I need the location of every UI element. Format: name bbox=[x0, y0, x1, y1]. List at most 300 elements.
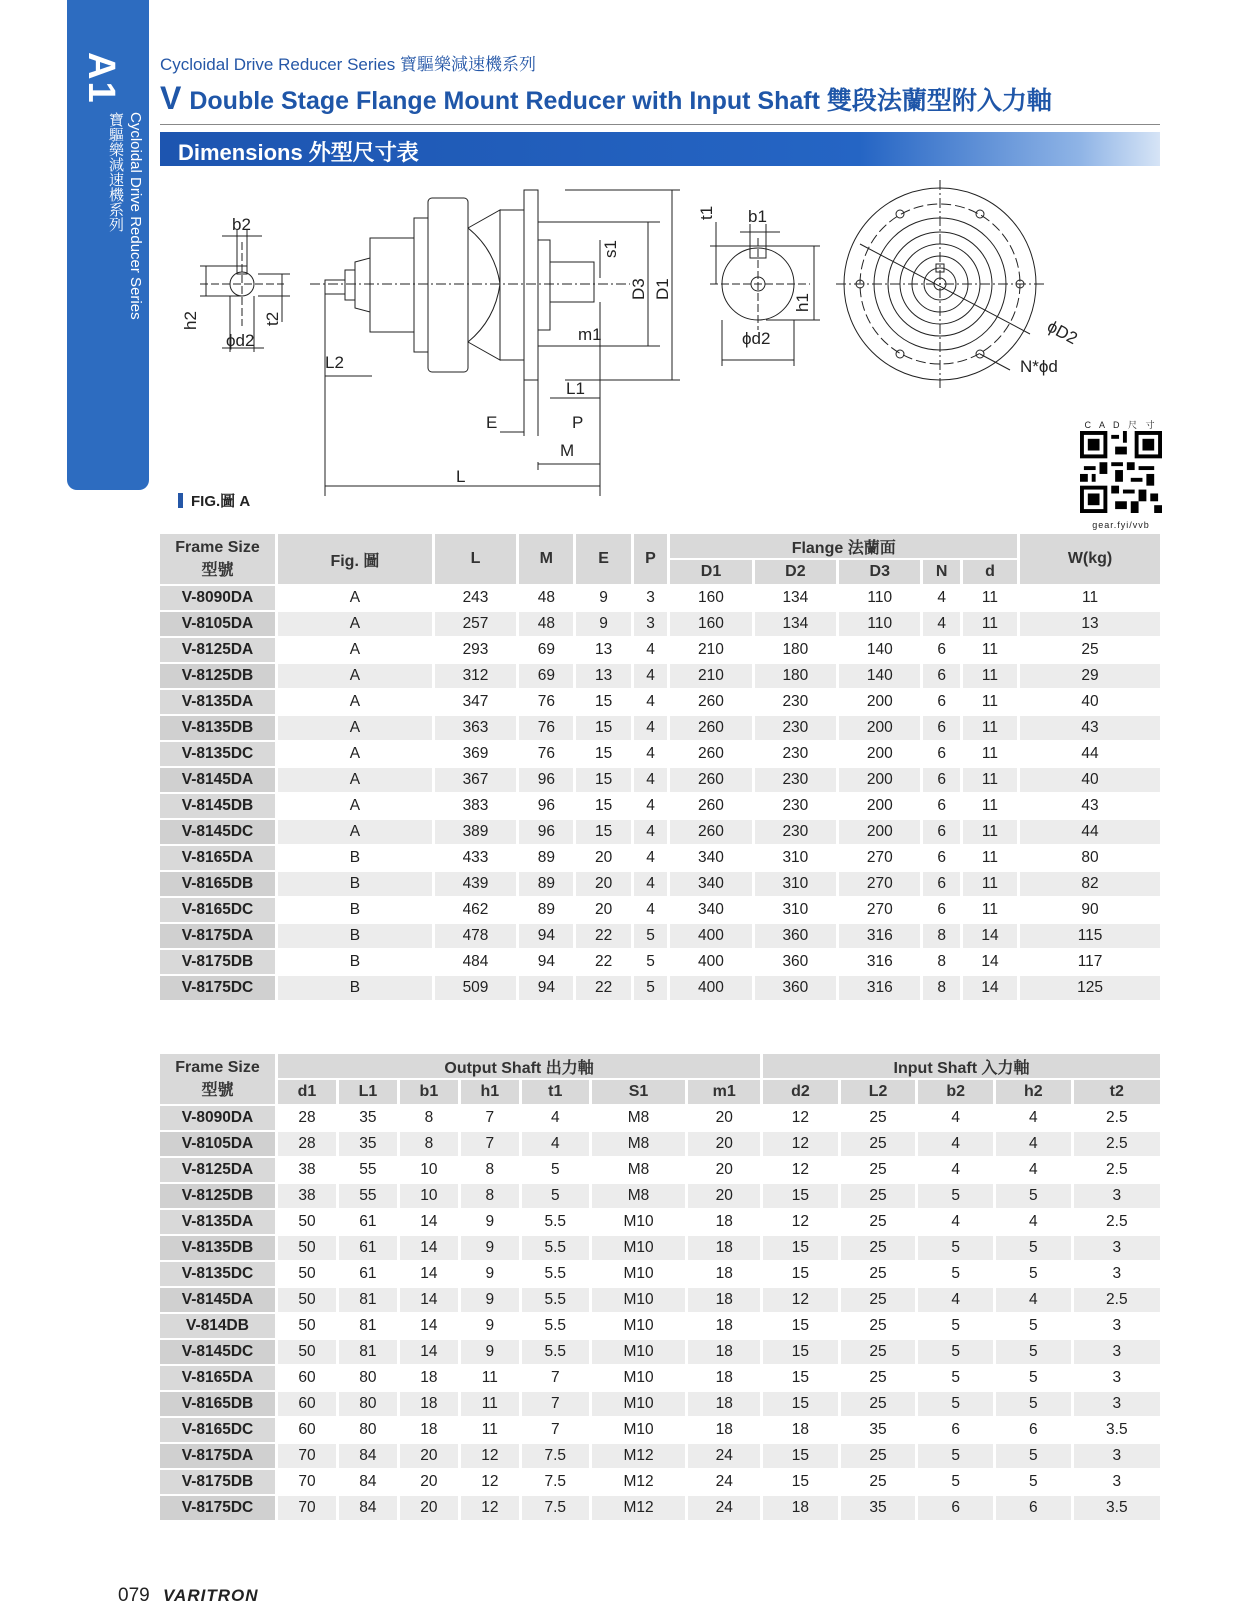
reducer-side-view bbox=[310, 190, 630, 380]
table-cell: 5 bbox=[996, 1314, 1071, 1338]
table-cell: 13 bbox=[576, 664, 630, 688]
table-cell: 3 bbox=[1074, 1366, 1160, 1390]
table-cell: 18 bbox=[400, 1418, 458, 1442]
table-cell: 4 bbox=[996, 1158, 1071, 1182]
table-cell: 360 bbox=[755, 924, 836, 948]
col-D2: D2 bbox=[755, 560, 836, 584]
col-N: N bbox=[923, 560, 959, 584]
label-h2: h2 bbox=[181, 311, 200, 330]
col-d: d bbox=[963, 560, 1017, 584]
table-cell: 12 bbox=[763, 1210, 838, 1234]
table-cell: 8 bbox=[461, 1158, 519, 1182]
table-cell: 50 bbox=[278, 1340, 336, 1364]
table-cell: 400 bbox=[670, 950, 751, 974]
col-S1: S1 bbox=[592, 1080, 686, 1104]
table-cell: 35 bbox=[339, 1132, 397, 1156]
frame-size-cell: V-8175DA bbox=[160, 924, 275, 948]
table-cell: 76 bbox=[519, 690, 573, 714]
table-cell: 293 bbox=[435, 638, 516, 662]
table-cell: 14 bbox=[400, 1340, 458, 1364]
table-cell: 6 bbox=[923, 742, 959, 766]
table-cell: 3 bbox=[1074, 1262, 1160, 1286]
table-cell: 18 bbox=[688, 1418, 760, 1442]
table-row bbox=[160, 820, 1160, 844]
table-cell: 96 bbox=[519, 820, 573, 844]
table-cell: 4 bbox=[996, 1288, 1071, 1312]
table-cell: 2.5 bbox=[1074, 1106, 1160, 1130]
table-cell: 25 bbox=[841, 1392, 916, 1416]
table-cell: 11 bbox=[963, 820, 1017, 844]
col-fig: Fig. 圖 bbox=[278, 534, 432, 584]
table-cell: 3 bbox=[1074, 1340, 1160, 1364]
table-cell: 4 bbox=[634, 768, 668, 792]
table-cell: 367 bbox=[435, 768, 516, 792]
table-cell: 44 bbox=[1020, 820, 1160, 844]
col-h2: h2 bbox=[996, 1080, 1071, 1104]
table-cell: 12 bbox=[763, 1106, 838, 1130]
table-cell: 15 bbox=[576, 768, 630, 792]
table-cell: 11 bbox=[963, 716, 1017, 740]
table-cell: 140 bbox=[839, 638, 920, 662]
table-cell: 439 bbox=[435, 872, 516, 896]
col-t1: t1 bbox=[522, 1080, 589, 1104]
table-cell: 11 bbox=[963, 586, 1017, 610]
table-row bbox=[160, 1496, 1160, 1520]
table-cell: 48 bbox=[519, 612, 573, 636]
table-cell: M10 bbox=[592, 1314, 686, 1338]
table-cell: 4 bbox=[996, 1132, 1071, 1156]
col-frame-size: Frame Size 型號 bbox=[160, 1054, 275, 1104]
frame-size-cell: V-8165DA bbox=[160, 1366, 275, 1390]
frame-size-cell: V-8145DC bbox=[160, 820, 275, 844]
table-cell: 134 bbox=[755, 612, 836, 636]
table-cell: 80 bbox=[1020, 846, 1160, 870]
frame-size-cell: V-8175DB bbox=[160, 1470, 275, 1494]
dimension-drawing bbox=[160, 180, 1081, 510]
label-D2: ϕD2 bbox=[1044, 316, 1081, 349]
table-cell: 43 bbox=[1020, 794, 1160, 818]
table-cell: 4 bbox=[918, 1210, 993, 1234]
table-cell: 40 bbox=[1020, 690, 1160, 714]
col-E: E bbox=[576, 534, 630, 584]
table-row bbox=[160, 1132, 1160, 1156]
table-cell: 4 bbox=[918, 1106, 993, 1130]
table-cell: 6 bbox=[918, 1418, 993, 1442]
table-cell: 363 bbox=[435, 716, 516, 740]
table-cell: 433 bbox=[435, 846, 516, 870]
table-cell: 134 bbox=[755, 586, 836, 610]
table-cell: 230 bbox=[755, 742, 836, 766]
table-cell: 200 bbox=[839, 794, 920, 818]
table-cell: 2.5 bbox=[1074, 1210, 1160, 1234]
table-cell: 18 bbox=[763, 1496, 838, 1520]
col-group-input-shaft: Input Shaft 入力軸 bbox=[763, 1054, 1160, 1078]
table-cell: 5 bbox=[918, 1314, 993, 1338]
table-cell: 125 bbox=[1020, 976, 1160, 1000]
table-row bbox=[160, 846, 1160, 870]
table-cell: 14 bbox=[963, 950, 1017, 974]
col-d1: d1 bbox=[278, 1080, 336, 1104]
frame-size-cell: V-8145DC bbox=[160, 1340, 275, 1364]
table-cell: 18 bbox=[688, 1288, 760, 1312]
frame-size-cell: V-8165DB bbox=[160, 1392, 275, 1416]
table-cell: 260 bbox=[670, 794, 751, 818]
table-cell: 81 bbox=[339, 1314, 397, 1338]
frame-size-cell: V-8175DA bbox=[160, 1444, 275, 1468]
table-cell: 3 bbox=[1074, 1392, 1160, 1416]
col-D3: D3 bbox=[839, 560, 920, 584]
table-cell: A bbox=[278, 664, 432, 688]
page-title bbox=[160, 80, 1052, 117]
table-cell: 5 bbox=[918, 1444, 993, 1468]
table-cell: 20 bbox=[400, 1496, 458, 1520]
table-cell: 8 bbox=[923, 976, 959, 1000]
table-cell: 48 bbox=[519, 586, 573, 610]
table-cell: 347 bbox=[435, 690, 516, 714]
table-cell: 10 bbox=[400, 1184, 458, 1208]
table-cell: 3 bbox=[1074, 1236, 1160, 1260]
table-cell: 11 bbox=[461, 1418, 519, 1442]
table-cell: 18 bbox=[400, 1392, 458, 1416]
col-t2: t2 bbox=[1074, 1080, 1160, 1104]
table-cell: 5 bbox=[522, 1184, 589, 1208]
table-cell: 14 bbox=[400, 1288, 458, 1312]
table-cell: 509 bbox=[435, 976, 516, 1000]
figure-label-marker bbox=[178, 493, 183, 508]
table-cell: M10 bbox=[592, 1236, 686, 1260]
table-cell: 15 bbox=[763, 1444, 838, 1468]
table-cell: 14 bbox=[400, 1236, 458, 1260]
side-tab bbox=[67, 0, 149, 490]
table-row bbox=[160, 1314, 1160, 1338]
table-cell: 5 bbox=[918, 1262, 993, 1286]
table-cell: 15 bbox=[763, 1314, 838, 1338]
table-cell: 2.5 bbox=[1074, 1158, 1160, 1182]
table-cell: 5 bbox=[996, 1262, 1071, 1286]
table-cell: 5 bbox=[996, 1236, 1071, 1260]
table-cell: 15 bbox=[763, 1470, 838, 1494]
frame-size-cell: V-8105DA bbox=[160, 1132, 275, 1156]
label-P: P bbox=[572, 413, 584, 432]
table-cell: M10 bbox=[592, 1340, 686, 1364]
table-cell: M8 bbox=[592, 1184, 686, 1208]
table-cell: 230 bbox=[755, 768, 836, 792]
table-cell: 11 bbox=[963, 768, 1017, 792]
table-cell: 12 bbox=[763, 1132, 838, 1156]
table-cell: 2.5 bbox=[1074, 1288, 1160, 1312]
title-letter: V bbox=[160, 80, 182, 116]
table-cell: 200 bbox=[839, 742, 920, 766]
table-cell: 80 bbox=[339, 1392, 397, 1416]
table-cell: 270 bbox=[839, 898, 920, 922]
table-row bbox=[160, 924, 1160, 948]
table-cell: 84 bbox=[339, 1496, 397, 1520]
table-cell: 140 bbox=[839, 664, 920, 688]
table-cell: 3 bbox=[1074, 1444, 1160, 1468]
table-row bbox=[160, 1288, 1160, 1312]
col-L2: L2 bbox=[841, 1080, 916, 1104]
table-cell: M8 bbox=[592, 1132, 686, 1156]
col-weight: W(kg) bbox=[1020, 534, 1160, 584]
table-cell: 11 bbox=[461, 1366, 519, 1390]
table-cell: 6 bbox=[923, 716, 959, 740]
table-cell: 5.5 bbox=[522, 1262, 589, 1286]
table-cell: 14 bbox=[400, 1210, 458, 1234]
table-cell: 11 bbox=[1020, 586, 1160, 610]
table-cell: 82 bbox=[1020, 872, 1160, 896]
table-cell: B bbox=[278, 976, 432, 1000]
table-cell: 61 bbox=[339, 1262, 397, 1286]
table-cell: M8 bbox=[592, 1158, 686, 1182]
table-cell: 4 bbox=[634, 690, 668, 714]
table-cell: 12 bbox=[461, 1444, 519, 1468]
table-cell: 4 bbox=[996, 1106, 1071, 1130]
table-cell: M10 bbox=[592, 1288, 686, 1312]
table-cell: 5 bbox=[634, 924, 668, 948]
table-cell: 15 bbox=[576, 690, 630, 714]
table-cell: 11 bbox=[461, 1392, 519, 1416]
table-cell: 28 bbox=[278, 1132, 336, 1156]
table-cell: 18 bbox=[688, 1236, 760, 1260]
frame-size-cell: V-8165DC bbox=[160, 1418, 275, 1442]
table-cell: 80 bbox=[339, 1366, 397, 1390]
table-cell: 18 bbox=[688, 1340, 760, 1364]
table-cell: 270 bbox=[839, 872, 920, 896]
label-b1: b1 bbox=[748, 207, 767, 226]
table-cell: 3.5 bbox=[1074, 1496, 1160, 1520]
title-divider bbox=[160, 124, 1160, 125]
table-cell: 15 bbox=[763, 1262, 838, 1286]
table-cell: 25 bbox=[841, 1106, 916, 1130]
label-D1: D1 bbox=[653, 278, 672, 300]
table-cell: 35 bbox=[841, 1496, 916, 1520]
table-cell: 18 bbox=[688, 1210, 760, 1234]
table-cell: A bbox=[278, 768, 432, 792]
table-cell: 5 bbox=[918, 1366, 993, 1390]
table-cell: 210 bbox=[670, 664, 751, 688]
table-cell: 81 bbox=[339, 1288, 397, 1312]
table-cell: 340 bbox=[670, 846, 751, 870]
col-d2: d2 bbox=[763, 1080, 838, 1104]
table-cell: 243 bbox=[435, 586, 516, 610]
table-cell: 4 bbox=[522, 1132, 589, 1156]
frame-size-cell: V-8175DB bbox=[160, 950, 275, 974]
table-cell: 8 bbox=[923, 950, 959, 974]
table-cell: 60 bbox=[278, 1392, 336, 1416]
table-cell: 12 bbox=[763, 1158, 838, 1182]
table-cell: 25 bbox=[841, 1340, 916, 1364]
table-cell: 360 bbox=[755, 976, 836, 1000]
table-cell: 20 bbox=[576, 872, 630, 896]
table-cell: 3 bbox=[1074, 1314, 1160, 1338]
table-cell: 3 bbox=[1074, 1470, 1160, 1494]
table-cell: 5 bbox=[996, 1340, 1071, 1364]
table-cell: 200 bbox=[839, 716, 920, 740]
table-cell: 25 bbox=[841, 1236, 916, 1260]
col-M: M bbox=[519, 534, 573, 584]
table-cell: 18 bbox=[763, 1418, 838, 1442]
table-cell: M8 bbox=[592, 1106, 686, 1130]
frame-size-cell: V-814DB bbox=[160, 1314, 275, 1338]
col-h1: h1 bbox=[461, 1080, 519, 1104]
table-cell: 18 bbox=[688, 1314, 760, 1338]
frame-size-cell: V-8135DB bbox=[160, 716, 275, 740]
frame-size-cell: V-8090DA bbox=[160, 1106, 275, 1130]
table-row bbox=[160, 1418, 1160, 1442]
frame-size-cell: V-8125DA bbox=[160, 1158, 275, 1182]
table-cell: 60 bbox=[278, 1418, 336, 1442]
table-row bbox=[160, 1340, 1160, 1364]
label-s1: s1 bbox=[601, 240, 620, 258]
col-b2: b2 bbox=[918, 1080, 993, 1104]
table-cell: 96 bbox=[519, 768, 573, 792]
table-cell: 180 bbox=[755, 638, 836, 662]
table-cell: 6 bbox=[923, 690, 959, 714]
table-cell: 11 bbox=[963, 898, 1017, 922]
table-cell: 14 bbox=[400, 1262, 458, 1286]
table-cell: 22 bbox=[576, 976, 630, 1000]
label-M: M bbox=[560, 441, 575, 460]
table-cell: 9 bbox=[461, 1236, 519, 1260]
table-row bbox=[160, 638, 1160, 662]
table-cell: 50 bbox=[278, 1210, 336, 1234]
table-cell: 15 bbox=[763, 1392, 838, 1416]
table-cell: A bbox=[278, 716, 432, 740]
col-m1: m1 bbox=[688, 1080, 760, 1104]
table-cell: 316 bbox=[839, 924, 920, 948]
table-cell: 20 bbox=[688, 1184, 760, 1208]
table-cell: 11 bbox=[963, 612, 1017, 636]
table-cell: 3.5 bbox=[1074, 1418, 1160, 1442]
frame-size-cell: V-8105DA bbox=[160, 612, 275, 636]
table-cell: 94 bbox=[519, 976, 573, 1000]
table-cell: 35 bbox=[841, 1418, 916, 1442]
table-cell: 38 bbox=[278, 1158, 336, 1182]
table-cell: 6 bbox=[923, 898, 959, 922]
table-cell: 462 bbox=[435, 898, 516, 922]
table-cell: 29 bbox=[1020, 664, 1160, 688]
table-cell: 7.5 bbox=[522, 1496, 589, 1520]
frame-size-cell: V-8175DC bbox=[160, 976, 275, 1000]
table-cell: 11 bbox=[963, 872, 1017, 896]
label-h1: h1 bbox=[793, 293, 812, 312]
table-cell: 5 bbox=[996, 1392, 1071, 1416]
side-tab-subtitle bbox=[105, 112, 145, 320]
table-row bbox=[160, 1158, 1160, 1182]
table-cell: 11 bbox=[963, 846, 1017, 870]
table-cell: 200 bbox=[839, 690, 920, 714]
table-cell: B bbox=[278, 898, 432, 922]
table-cell: 110 bbox=[839, 612, 920, 636]
table-cell: 20 bbox=[400, 1470, 458, 1494]
table-cell: 7 bbox=[461, 1106, 519, 1130]
table-cell: A bbox=[278, 586, 432, 610]
table-row bbox=[160, 1210, 1160, 1234]
table-cell: 20 bbox=[576, 846, 630, 870]
table-cell: 15 bbox=[576, 716, 630, 740]
table-row bbox=[160, 664, 1160, 688]
table-cell: 20 bbox=[688, 1132, 760, 1156]
table-cell: 7 bbox=[522, 1366, 589, 1390]
table-cell: 13 bbox=[1020, 612, 1160, 636]
table-row bbox=[160, 794, 1160, 818]
table-cell: 5 bbox=[918, 1236, 993, 1260]
table-cell: 90 bbox=[1020, 898, 1160, 922]
table-row bbox=[160, 1444, 1160, 1468]
table-cell: 20 bbox=[576, 898, 630, 922]
table-cell: 8 bbox=[400, 1132, 458, 1156]
table-cell: 25 bbox=[841, 1262, 916, 1286]
table-cell: 210 bbox=[670, 638, 751, 662]
qr-caption: C A D 尺 寸 bbox=[1084, 420, 1158, 430]
table-cell: 76 bbox=[519, 716, 573, 740]
table-row bbox=[160, 976, 1160, 1000]
table-cell: 11 bbox=[963, 690, 1017, 714]
table-row bbox=[160, 690, 1160, 714]
table-cell: 160 bbox=[670, 586, 751, 610]
table-cell: 69 bbox=[519, 638, 573, 662]
table-cell: 12 bbox=[461, 1470, 519, 1494]
table-cell: 4 bbox=[634, 872, 668, 896]
table-cell: B bbox=[278, 924, 432, 948]
table-cell: 5 bbox=[918, 1470, 993, 1494]
table-cell: 11 bbox=[963, 742, 1017, 766]
table-cell: A bbox=[278, 690, 432, 714]
table-cell: 7 bbox=[522, 1392, 589, 1416]
table-cell: 12 bbox=[763, 1288, 838, 1312]
label-b2: b2 bbox=[232, 215, 251, 234]
table-cell: 260 bbox=[670, 690, 751, 714]
table-cell: 4 bbox=[918, 1288, 993, 1312]
label-m1: m1 bbox=[578, 325, 602, 344]
table-cell: 55 bbox=[339, 1184, 397, 1208]
table-cell: 80 bbox=[339, 1418, 397, 1442]
table-cell: 316 bbox=[839, 976, 920, 1000]
table-cell: B bbox=[278, 950, 432, 974]
title-text: Double Stage Flange Mount Reducer with Input Shaft 雙段法蘭型附入力軸 bbox=[189, 87, 1052, 115]
table-cell: 89 bbox=[519, 872, 573, 896]
table-cell: 15 bbox=[763, 1340, 838, 1364]
table-cell: 478 bbox=[435, 924, 516, 948]
table-cell: 94 bbox=[519, 924, 573, 948]
table-cell: 15 bbox=[576, 742, 630, 766]
table-cell: 18 bbox=[688, 1392, 760, 1416]
table-cell: 25 bbox=[1020, 638, 1160, 662]
table-cell: 4 bbox=[634, 742, 668, 766]
table-cell: 5 bbox=[918, 1184, 993, 1208]
table-cell: B bbox=[278, 872, 432, 896]
frame-size-cell: V-8125DB bbox=[160, 1184, 275, 1208]
table-row bbox=[160, 768, 1160, 792]
table-cell: 230 bbox=[755, 820, 836, 844]
table-cell: 200 bbox=[839, 768, 920, 792]
cad-qr-code[interactable] bbox=[1080, 418, 1162, 530]
table-cell: 18 bbox=[688, 1366, 760, 1390]
table-row bbox=[160, 950, 1160, 974]
table-cell: 5.5 bbox=[522, 1236, 589, 1260]
brand-logo: VARITRON bbox=[162, 1586, 259, 1605]
col-D1: D1 bbox=[670, 560, 751, 584]
frame-size-cell: V-8165DA bbox=[160, 846, 275, 870]
table-cell: 18 bbox=[400, 1366, 458, 1390]
table-cell: 4 bbox=[634, 664, 668, 688]
table-cell: 89 bbox=[519, 898, 573, 922]
table-cell: 160 bbox=[670, 612, 751, 636]
table-cell: 11 bbox=[963, 794, 1017, 818]
dimension-lines bbox=[325, 190, 680, 496]
table-cell: 400 bbox=[670, 924, 751, 948]
table-cell: 3 bbox=[1074, 1184, 1160, 1208]
